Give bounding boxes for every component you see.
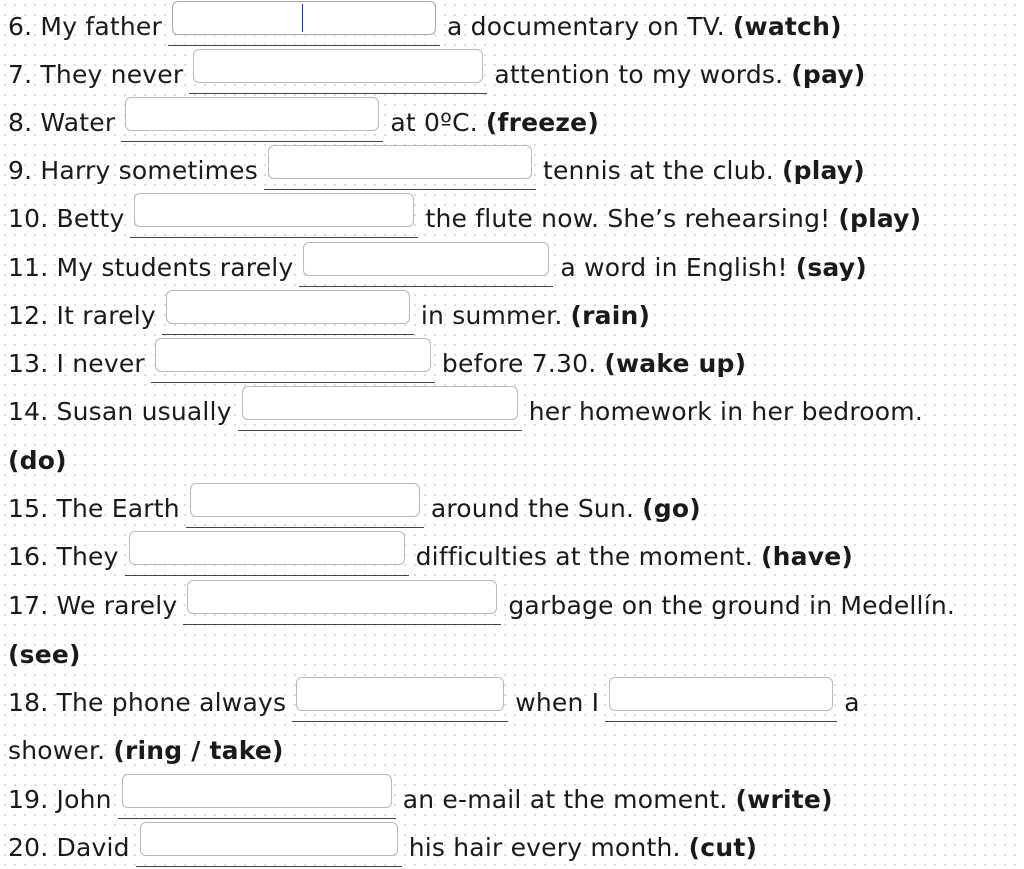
answer-input[interactable] (268, 145, 532, 179)
sentence-start: Betty (56, 203, 125, 233)
sentence-start: John (56, 784, 112, 814)
item-number: 10. (8, 203, 49, 233)
answer-blank-2 (605, 677, 837, 722)
verb-hint: (play) (781, 155, 865, 185)
exercise-item-8 (8, 105, 1024, 139)
verb-hint: (freeze) (485, 107, 599, 137)
verb-hint: (play) (838, 203, 922, 233)
verb-hint: (ring / take) (113, 735, 284, 765)
answer-input[interactable] (134, 193, 414, 227)
verb-hint: (say) (795, 252, 867, 282)
exercise-item-17 (8, 588, 1024, 622)
answer-blank (238, 386, 522, 431)
exercise-item-15 (8, 491, 1024, 525)
item-number: 6. (8, 11, 33, 41)
sentence-end: before 7.30. (441, 348, 597, 378)
exercise-item-16 (8, 539, 1024, 573)
item-number: 16. (8, 541, 49, 571)
exercise-item-12 (8, 298, 1024, 332)
verb-hint: (go) (642, 493, 701, 523)
exercise-item-14 (8, 394, 1024, 428)
answer-blank (121, 97, 383, 142)
exercise-item-10 (8, 201, 1024, 235)
sentence-start: They (56, 541, 119, 571)
answer-input[interactable] (193, 49, 483, 83)
verb-hint: (write) (735, 784, 833, 814)
answer-blank (264, 145, 536, 190)
answer-blank (118, 774, 396, 819)
answer-blank (130, 193, 418, 238)
sentence-end: a documentary on TV. (446, 11, 725, 41)
exercise-item-20 (8, 830, 1024, 864)
sentence-end: her homework in her bedroom. (528, 396, 923, 426)
text-cursor (302, 4, 304, 32)
sentence-start: My father (40, 11, 162, 41)
sentence-start: It rarely (56, 300, 156, 330)
answer-input[interactable] (140, 822, 398, 856)
sentence-start: I never (56, 348, 145, 378)
sentence-start: Susan usually (56, 396, 232, 426)
exercise-item-9 (8, 153, 1024, 187)
verb-hint: (do) (8, 445, 67, 475)
sentence-start: Water (40, 107, 116, 137)
sentence-end: a word in English! (560, 252, 788, 282)
sentence-middle: when I (515, 687, 600, 717)
answer-blank (151, 338, 435, 383)
item-number: 20. (8, 832, 49, 862)
item-number: 8. (8, 107, 33, 137)
verb-hint: (see) (8, 639, 81, 669)
sentence-start: Harry sometimes (40, 155, 258, 185)
answer-input[interactable] (125, 97, 379, 131)
answer-input-2[interactable] (609, 677, 833, 711)
exercise-item-14-continued (8, 443, 1024, 477)
sentence-end: around the Sun. (430, 493, 635, 523)
answer-input[interactable] (129, 531, 405, 565)
verb-hint: (rain) (570, 300, 651, 330)
verb-hint: (have) (761, 541, 854, 571)
answer-blank (186, 483, 424, 528)
sentence-end: tennis at the club. (542, 155, 774, 185)
exercise-item-17-continued (8, 637, 1024, 671)
answer-input[interactable] (187, 580, 497, 614)
sentence-start: They never (40, 59, 184, 89)
item-number: 18. (8, 687, 49, 717)
item-number: 12. (8, 300, 49, 330)
item-number: 11. (8, 252, 49, 282)
sentence-end: his hair every month. (408, 832, 681, 862)
answer-blank (292, 677, 508, 722)
answer-blank (136, 822, 402, 867)
exercise-item-13 (8, 346, 1024, 380)
item-number: 7. (8, 59, 33, 89)
answer-blank (125, 531, 409, 576)
answer-input[interactable] (296, 677, 504, 711)
answer-input[interactable] (155, 338, 431, 372)
sentence-end: attention to my words. (494, 59, 784, 89)
verb-hint: (watch) (732, 11, 842, 41)
item-number: 15. (8, 493, 49, 523)
exercise-item-18 (8, 685, 1024, 719)
sentence-start: My students rarely (56, 252, 294, 282)
verb-hint: (cut) (688, 832, 758, 862)
answer-blank (162, 290, 414, 335)
answer-input[interactable] (122, 774, 392, 808)
answer-input[interactable] (242, 386, 518, 420)
sentence-end: in summer. (420, 300, 563, 330)
verb-hint: (wake up) (604, 348, 747, 378)
exercise-item-19 (8, 782, 1024, 816)
sentence-start: David (56, 832, 130, 862)
sentence-start: The phone always (56, 687, 287, 717)
exercise-item-18-continued (8, 733, 1024, 767)
answer-input[interactable] (303, 242, 549, 276)
answer-input[interactable] (190, 483, 420, 517)
answer-blank (168, 1, 440, 46)
item-number: 9. (8, 155, 33, 185)
exercise-item-7 (8, 57, 1024, 91)
answer-input[interactable] (166, 290, 410, 324)
item-number: 19. (8, 784, 49, 814)
answer-blank (189, 49, 487, 94)
item-number: 17. (8, 590, 49, 620)
exercise-item-6 (8, 9, 1024, 43)
answer-blank (299, 242, 553, 287)
sentence-end: a (844, 687, 860, 717)
exercise-item-11 (8, 250, 1024, 284)
item-number: 13. (8, 348, 49, 378)
item-number: 14. (8, 396, 49, 426)
verb-hint: (pay) (791, 59, 866, 89)
sentence-start: The Earth (56, 493, 180, 523)
sentence-end: the flute now. She’s rehearsing! (425, 203, 831, 233)
answer-input[interactable] (172, 1, 436, 35)
sentence-end: difficulties at the moment. (415, 541, 754, 571)
sentence-end: an e-mail at the moment. (402, 784, 728, 814)
sentence-continuation: shower. (8, 735, 106, 765)
sentence-end: at 0ºC. (390, 107, 478, 137)
answer-blank (183, 580, 501, 625)
sentence-start: We rarely (56, 590, 178, 620)
sentence-end: garbage on the ground in Medellín. (508, 590, 956, 620)
